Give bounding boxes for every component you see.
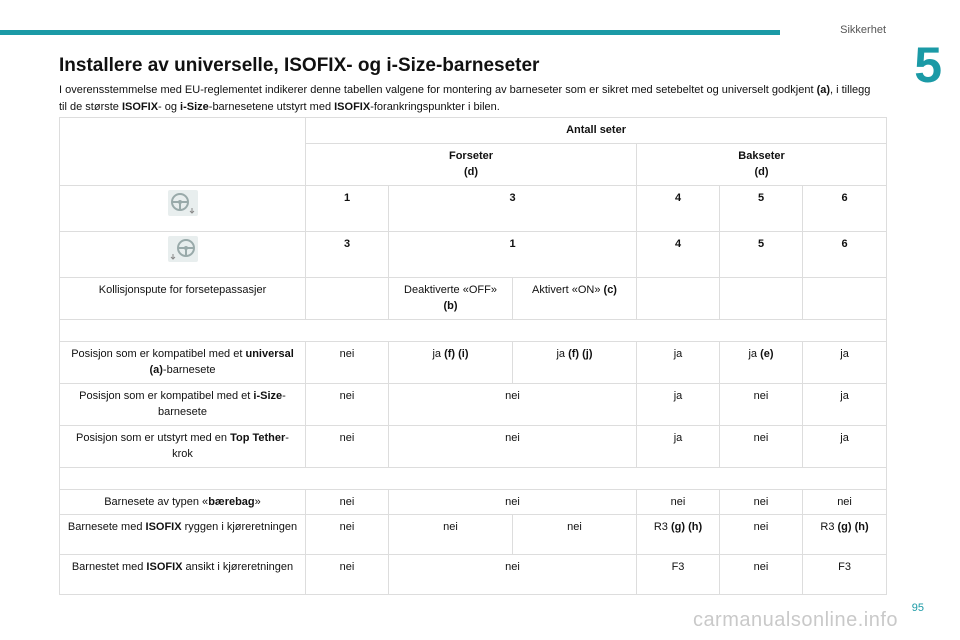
airbag-deactivated-note: (b) [443, 300, 458, 312]
lhd-icon-cell [60, 185, 306, 231]
table-spacer-row [60, 319, 887, 341]
airbag-activated-label: Aktivert «ON» [532, 283, 604, 296]
section-name: Sikkerhet [840, 24, 886, 36]
isofix-rear-c1: nei [306, 515, 389, 555]
isize-c4: nei [720, 383, 803, 425]
airbag-deactivated-label: Deaktiverte «OFF» [404, 283, 497, 296]
rhd-icon-cell [60, 231, 306, 277]
table-row-left-hand-drive [60, 185, 887, 231]
table-row-top-tether [60, 425, 887, 467]
isofix-forward-c5: F3 [803, 555, 887, 595]
isofix-rear-c5: nei [720, 515, 803, 555]
airbag-deactivated [389, 277, 513, 319]
front-seats-header [306, 143, 637, 185]
front-seats-label: Forseter [448, 149, 494, 162]
table-row-universal [60, 341, 887, 383]
universal-c1: nei [306, 341, 389, 383]
isofix-forward-c3: F3 [637, 555, 720, 595]
airbag-activated-note: (c) [603, 283, 617, 296]
isize-c1: nei [306, 383, 389, 425]
airbag-empty-cell [637, 277, 720, 319]
page-title: Installere av universelle, ISOFIX- og i-Size-barneseter [59, 55, 540, 76]
isofix-rear-c6: R3 (g) (h) [803, 515, 887, 555]
table-row-carrycot [60, 489, 887, 515]
page-number: 95 [911, 602, 924, 614]
empty-header-cell [60, 118, 306, 186]
steering-wheel-right-drive-icon [168, 236, 198, 262]
carrycot-c1: nei [306, 489, 389, 515]
carrycot-c3: nei [637, 489, 720, 515]
universal-c5: ja (e) [720, 341, 803, 383]
spacer-cell [60, 467, 887, 489]
lhd-col-4: 5 [720, 185, 803, 231]
child-seat-table [59, 117, 887, 595]
lhd-col-1: 1 [306, 185, 389, 231]
top-tether-c2: nei [389, 425, 637, 467]
airbag-activated [513, 277, 637, 319]
isofix-rear-c3: nei [513, 515, 637, 555]
isofix-forward-label: Barnestet med ISOFIX ansikt i kjøreretningen [60, 555, 306, 595]
intro-paragraph: I overensstemmelse med EU-reglementet indikerer denne tabellen valgene for montering av barneseter som er sikret med setebeltet og universelt godkjent (a), i tillegg til de største ISOFIX- og i-Size-barnesetene utstyrt med ISOFIX-forankringspunkter i bilen. [59, 84, 871, 113]
table-spacer-row [60, 467, 887, 489]
steering-wheel-left-drive-icon [168, 190, 198, 216]
isize-c5: ja [803, 383, 887, 425]
seat-count-header: Antall seter [306, 118, 887, 144]
top-tether-c4: nei [720, 425, 803, 467]
rear-seats-header [637, 143, 887, 185]
carrycot-c4: nei [720, 489, 803, 515]
airbag-label: Kollisjonspute for forsetepassasjer [60, 277, 306, 319]
universal-label: Posisjon som er kompatibel med et universal (a)-barnesete [60, 341, 306, 383]
isize-c3: ja [637, 383, 720, 425]
rhd-col-3: 4 [637, 231, 720, 277]
rear-seats-label: Bakseter [738, 149, 785, 162]
watermark-logo: carmanualsonline.info [692, 609, 898, 631]
rhd-col-2: 1 [389, 231, 637, 277]
isofix-rear-c4: R3 (g) (h) [637, 515, 720, 555]
universal-c2: ja (f) (i) [389, 341, 513, 383]
carrycot-c2: nei [389, 489, 637, 515]
isofix-rear-c2: nei [389, 515, 513, 555]
top-tether-c1: nei [306, 425, 389, 467]
header-accent-bar [0, 30, 780, 35]
airbag-empty-cell [306, 277, 389, 319]
lhd-col-2: 3 [389, 185, 637, 231]
table-row-isofix-forward-facing [60, 555, 887, 595]
rhd-col-4: 5 [720, 231, 803, 277]
lhd-col-5: 6 [803, 185, 887, 231]
table-row-isize [60, 383, 887, 425]
table-row-right-hand-drive [60, 231, 887, 277]
carrycot-c5: nei [803, 489, 887, 515]
chapter-number: 5 [914, 37, 942, 93]
airbag-empty-cell [803, 277, 887, 319]
isofix-rear-label: Barnesete med ISOFIX ryggen i kjøreretningen [60, 515, 306, 555]
spacer-cell [60, 319, 887, 341]
universal-c3: ja (f) (j) [513, 341, 637, 383]
top-tether-c5: ja [803, 425, 887, 467]
front-seats-note: (d) [463, 166, 479, 178]
table-row [60, 118, 887, 144]
rhd-col-5: 6 [803, 231, 887, 277]
airbag-empty-cell [720, 277, 803, 319]
isofix-forward-c4: nei [720, 555, 803, 595]
universal-c4: ja [637, 341, 720, 383]
isofix-forward-c1: nei [306, 555, 389, 595]
universal-c6: ja [803, 341, 887, 383]
carrycot-label: Barnesete av typen «bærebag» [60, 489, 306, 515]
isize-c2: nei [389, 383, 637, 425]
isize-label: Posisjon som er kompatibel med et i-Size-barnesete [60, 383, 306, 425]
top-tether-label: Posisjon som er utstyrt med en Top Tether-krok [60, 425, 306, 467]
table-row-airbag [60, 277, 887, 319]
top-tether-c3: ja [637, 425, 720, 467]
isofix-forward-c2: nei [389, 555, 637, 595]
lhd-col-3: 4 [637, 185, 720, 231]
rhd-col-1: 3 [306, 231, 389, 277]
rear-seats-note: (d) [754, 166, 769, 178]
table-row-isofix-rear-facing [60, 515, 887, 555]
